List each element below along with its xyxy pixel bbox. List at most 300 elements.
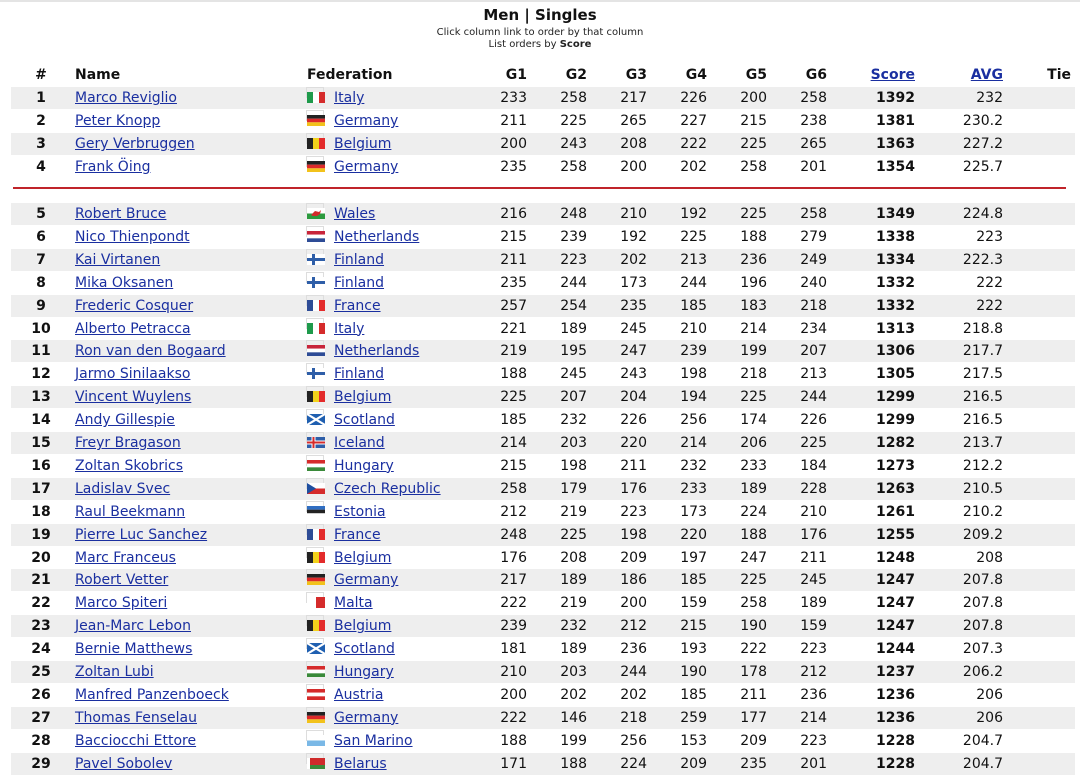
game-4-score: 222	[680, 136, 707, 152]
average-cell: 218.8	[962, 320, 1003, 337]
game-2-score: 195	[560, 343, 587, 360]
game-1-score: 188	[500, 732, 527, 749]
game-4-score: 185	[680, 297, 707, 314]
game-6-score: 228	[800, 480, 827, 497]
game-1-score: 235	[500, 159, 527, 175]
header-avg-sort-link[interactable]: AVG	[970, 67, 1003, 83]
average-cell: 204.7	[962, 732, 1003, 749]
header-g2: G2	[565, 67, 587, 83]
federation-cell	[306, 730, 413, 752]
game-3-score: 202	[620, 686, 647, 703]
table-row	[11, 432, 1075, 454]
game-3-score: 202	[620, 251, 647, 268]
average-cell: 206.2	[962, 664, 1003, 680]
table-row	[11, 133, 1075, 155]
game-2-score: 225	[560, 113, 587, 129]
rank-cell: 2	[36, 113, 46, 129]
total-score-cell: 1236	[876, 686, 915, 703]
player-name-link[interactable]: Marco Reviglio	[75, 90, 177, 106]
table-row	[11, 684, 1075, 706]
player-name-link[interactable]: Mika Oksanen	[75, 274, 174, 291]
game-1-score: 222	[500, 709, 527, 726]
rank-cell: 20	[31, 549, 51, 566]
average-cell: 216.5	[962, 389, 1003, 406]
game-2-score: 258	[560, 159, 587, 175]
table-row	[11, 592, 1075, 614]
rank-cell: 6	[36, 228, 46, 245]
game-4-score: 190	[680, 664, 707, 680]
game-5-score: 225	[740, 136, 767, 152]
game-2-score: 258	[560, 90, 587, 106]
tie-cell	[1031, 501, 1071, 523]
federation-link[interactable]: Netherlands	[334, 343, 420, 360]
game-1-score: 210	[500, 664, 527, 680]
game-4-score: 225	[680, 228, 707, 245]
game-6-score: 189	[800, 595, 827, 612]
average-cell: 222.3	[962, 251, 1003, 268]
federation-cell	[306, 110, 398, 132]
game-3-score: 176	[620, 480, 647, 497]
game-4-score: 214	[680, 435, 707, 451]
header-g3: G3	[625, 67, 647, 83]
tie-cell	[1031, 730, 1071, 752]
total-score-cell: 1313	[876, 320, 915, 337]
tie-cell	[1031, 547, 1071, 569]
table-row	[11, 340, 1075, 362]
game-4-score: 215	[680, 618, 707, 635]
game-4-score: 185	[680, 686, 707, 703]
player-name-link[interactable]: Zoltan Skobrics	[75, 457, 184, 474]
game-6-score: 176	[800, 526, 827, 543]
game-4-score: 259	[680, 709, 707, 726]
federation-link[interactable]: France	[334, 297, 381, 314]
game-4-score: 227	[680, 113, 707, 129]
game-1-score: 233	[500, 90, 527, 106]
country-flag-icon	[306, 249, 324, 260]
game-2-score: 198	[560, 457, 587, 474]
player-name-link[interactable]: Nico Thienpondt	[75, 228, 190, 245]
country-flag-icon	[306, 226, 324, 237]
federation-link[interactable]: Finland	[334, 366, 385, 383]
game-6-score: 201	[800, 755, 827, 772]
federation-link[interactable]: Hungary	[334, 664, 394, 680]
total-score-cell: 1305	[876, 366, 915, 383]
player-name-link[interactable]: Bacciocchi Ettore	[75, 732, 197, 749]
federation-cell	[306, 661, 394, 683]
rank-cell: 4	[36, 159, 46, 175]
country-flag-icon	[306, 524, 324, 535]
rank-cell: 1	[36, 90, 46, 106]
header-g1: G1	[505, 67, 527, 83]
federation-link[interactable]: Germany	[334, 709, 399, 726]
table-row	[11, 156, 1075, 178]
game-5-score: 177	[740, 709, 767, 726]
average-cell: 207.8	[962, 572, 1003, 589]
game-3-score: 200	[620, 595, 647, 612]
game-3-score: 198	[620, 526, 647, 543]
game-1-score: 200	[500, 136, 527, 152]
player-name-link[interactable]: Gery Verbruggen	[75, 136, 195, 152]
federation-cell	[306, 340, 419, 362]
header-name: Name	[75, 67, 121, 83]
rank-cell: 27	[31, 709, 51, 726]
game-3-score: 245	[620, 320, 647, 337]
game-5-score: 222	[740, 641, 767, 658]
game-3-score: 192	[620, 228, 647, 245]
table-row	[11, 638, 1075, 660]
total-score-cell: 1392	[876, 90, 915, 106]
federation-link[interactable]: Belgium	[334, 618, 392, 635]
table-row	[11, 753, 1075, 775]
country-flag-icon	[306, 432, 324, 443]
game-4-score: 197	[680, 549, 707, 566]
federation-link[interactable]: Italy	[334, 320, 365, 337]
average-cell: 217.5	[962, 366, 1003, 383]
federation-link[interactable]: Scotland	[334, 412, 395, 429]
rank-cell: 18	[31, 503, 51, 520]
player-name-link[interactable]: Manfred Panzenboeck	[75, 686, 229, 703]
federation-link[interactable]: Malta	[334, 595, 373, 612]
game-5-score: 196	[740, 274, 767, 291]
tie-cell	[1031, 156, 1071, 178]
tie-cell	[1031, 295, 1071, 317]
tie-cell	[1031, 110, 1071, 132]
game-4-score: 213	[680, 251, 707, 268]
tie-cell	[1031, 340, 1071, 362]
federation-link[interactable]: Finland	[334, 251, 385, 268]
game-5-score: 174	[740, 412, 767, 429]
game-4-score: 173	[680, 503, 707, 520]
player-name-link[interactable]: Zoltan Lubi	[75, 664, 154, 680]
federation-link[interactable]: Wales	[334, 206, 376, 222]
game-6-score: 238	[800, 113, 827, 129]
country-flag-icon	[306, 501, 324, 512]
game-3-score: 204	[620, 389, 647, 406]
rank-cell: 15	[31, 435, 51, 451]
game-5-score: 200	[740, 90, 767, 106]
average-cell: 212.2	[962, 457, 1003, 474]
game-2-score: 203	[560, 664, 587, 680]
game-1-score: 212	[500, 503, 527, 520]
game-3-score: 208	[620, 136, 647, 152]
rank-cell: 9	[36, 297, 46, 314]
rank-cell: 28	[31, 732, 51, 749]
game-4-score: 210	[680, 320, 707, 337]
game-5-score: 183	[740, 297, 767, 314]
total-score-cell: 1381	[876, 113, 915, 129]
game-5-score: 188	[740, 228, 767, 245]
federation-cell	[306, 295, 381, 317]
tie-cell	[1031, 432, 1071, 454]
game-3-score: 200	[620, 159, 647, 175]
game-3-score: 236	[620, 641, 647, 658]
game-1-score: 181	[500, 641, 527, 658]
game-4-score: 159	[680, 595, 707, 612]
federation-cell	[306, 753, 387, 775]
game-6-score: 211	[800, 549, 827, 566]
player-name-link[interactable]: Jarmo Sinilaakso	[75, 366, 191, 383]
player-name-link[interactable]: Pierre Luc Sanchez	[75, 526, 208, 543]
table-row	[11, 272, 1075, 294]
country-flag-icon	[306, 547, 324, 558]
country-flag-icon	[306, 133, 324, 144]
total-score-cell: 1248	[876, 549, 915, 566]
table-header	[11, 65, 1075, 85]
game-6-score: 223	[800, 732, 827, 749]
game-4-score: 209	[680, 755, 707, 772]
average-cell: 210.5	[962, 480, 1003, 497]
rank-cell: 7	[36, 251, 46, 268]
country-flag-icon	[306, 707, 324, 718]
game-4-score: 226	[680, 90, 707, 106]
game-6-score: 226	[800, 412, 827, 429]
country-flag-icon	[306, 569, 324, 580]
game-1-score: 211	[500, 251, 527, 268]
rank-cell: 10	[31, 320, 51, 337]
game-1-score: 185	[500, 412, 527, 429]
player-name-link[interactable]: Marc Franceus	[75, 549, 176, 566]
federation-link[interactable]: Czech Republic	[334, 480, 441, 497]
tie-cell	[1031, 226, 1071, 248]
player-name-link[interactable]: Kai Virtanen	[75, 251, 161, 268]
total-score-cell: 1349	[876, 206, 915, 222]
game-3-score: 244	[620, 664, 647, 680]
player-name-link[interactable]: Bernie Matthews	[75, 641, 193, 658]
country-flag-icon	[306, 110, 324, 121]
country-flag-icon	[306, 272, 324, 283]
header-g5: G5	[745, 67, 767, 83]
federation-link[interactable]: Belarus	[334, 755, 387, 772]
rank-cell: 12	[31, 366, 51, 383]
game-1-score: 217	[500, 572, 527, 589]
game-1-score: 188	[500, 366, 527, 383]
table-row	[11, 524, 1075, 546]
average-cell: 217.7	[962, 343, 1003, 360]
game-4-score: 153	[680, 732, 707, 749]
game-1-score: 219	[500, 343, 527, 360]
average-cell: 216.5	[962, 412, 1003, 429]
country-flag-icon	[306, 386, 324, 397]
game-2-score: 245	[560, 366, 587, 383]
player-name-link[interactable]: Peter Knopp	[75, 113, 161, 129]
game-2-score: 239	[560, 228, 587, 245]
federation-cell	[306, 547, 391, 569]
federation-link[interactable]: France	[334, 526, 381, 543]
tie-cell	[1031, 409, 1071, 431]
table-row	[11, 226, 1075, 248]
game-5-score: 218	[740, 366, 767, 383]
federation-cell	[306, 226, 419, 248]
country-flag-icon	[306, 478, 324, 489]
average-cell: 222	[976, 274, 1003, 291]
game-2-score: 189	[560, 572, 587, 589]
federation-cell	[306, 409, 395, 431]
game-2-score: 199	[560, 732, 587, 749]
country-flag-icon	[306, 363, 324, 374]
total-score-cell: 1236	[876, 709, 915, 726]
game-6-score: 245	[800, 572, 827, 589]
game-3-score: 218	[620, 709, 647, 726]
tie-cell	[1031, 455, 1071, 477]
average-cell: 210.2	[962, 503, 1003, 520]
player-name-link[interactable]: Freyr Bragason	[75, 435, 181, 451]
game-6-score: 258	[800, 90, 827, 106]
rank-cell: 24	[31, 641, 51, 658]
total-score-cell: 1332	[876, 274, 915, 291]
game-2-score: 232	[560, 618, 587, 635]
rank-cell: 22	[31, 595, 51, 612]
federation-cell	[306, 707, 398, 729]
player-name-link[interactable]: Jean-Marc Lebon	[75, 618, 191, 635]
game-1-score: 235	[500, 274, 527, 291]
game-2-score: 179	[560, 480, 587, 497]
game-6-score: 159	[800, 618, 827, 635]
game-6-score: 207	[800, 343, 827, 360]
tie-cell	[1031, 272, 1071, 294]
game-3-score: 247	[620, 343, 647, 360]
player-name-link[interactable]: Vincent Wuylens	[75, 389, 192, 406]
country-flag-icon	[306, 753, 324, 764]
federation-cell	[306, 363, 384, 385]
country-flag-icon	[306, 638, 324, 649]
game-2-score: 244	[560, 274, 587, 291]
game-1-score: 176	[500, 549, 527, 566]
rank-cell: 16	[31, 457, 51, 474]
tie-cell	[1031, 707, 1071, 729]
game-1-score: 257	[500, 297, 527, 314]
header-tie: Tie	[1047, 67, 1071, 83]
federation-link[interactable]: Iceland	[334, 435, 385, 451]
tie-cell	[1031, 615, 1071, 637]
game-2-score: 189	[560, 641, 587, 658]
federation-link[interactable]: Germany	[334, 159, 399, 175]
federation-cell	[306, 638, 395, 660]
federation-link[interactable]: Germany	[334, 572, 399, 589]
game-1-score: 216	[500, 206, 527, 222]
table-row	[11, 615, 1075, 637]
total-score-cell: 1338	[876, 228, 915, 245]
federation-link[interactable]: Italy	[334, 90, 365, 106]
game-3-score: 224	[620, 755, 647, 772]
game-6-score: 213	[800, 366, 827, 383]
federation-link[interactable]: Germany	[334, 113, 399, 129]
game-3-score: 265	[620, 113, 647, 129]
game-1-score: 215	[500, 457, 527, 474]
table-row	[11, 295, 1075, 317]
game-2-score: 225	[560, 526, 587, 543]
player-name-link[interactable]: Raul Beekmann	[75, 503, 186, 520]
federation-cell	[306, 133, 391, 155]
total-score-cell: 1247	[876, 595, 915, 612]
federation-link[interactable]: Estonia	[334, 503, 386, 520]
federation-link[interactable]: Austria	[334, 686, 384, 703]
federation-link[interactable]: Netherlands	[334, 228, 420, 245]
player-name-link[interactable]: Robert Bruce	[75, 206, 167, 222]
average-cell: 207.8	[962, 595, 1003, 612]
game-6-score: 244	[800, 389, 827, 406]
player-name-link[interactable]: Pavel Sobolev	[75, 755, 173, 772]
player-name-link[interactable]: Alberto Petracca	[75, 320, 191, 337]
game-4-score: 220	[680, 526, 707, 543]
game-5-score: 236	[740, 251, 767, 268]
tie-cell	[1031, 569, 1071, 591]
player-name-link[interactable]: Frederic Cosquer	[75, 297, 194, 314]
player-name-link[interactable]: Ron van den Bogaard	[75, 343, 226, 360]
game-5-score: 233	[740, 457, 767, 474]
player-name-link[interactable]: Thomas Fenselau	[75, 709, 197, 726]
game-5-score: 199	[740, 343, 767, 360]
rank-cell: 19	[31, 526, 51, 543]
game-1-score: 248	[500, 526, 527, 543]
game-2-score: 248	[560, 206, 587, 222]
table-row	[11, 318, 1075, 340]
game-6-score: 223	[800, 641, 827, 658]
player-name-link[interactable]: Robert Vetter	[75, 572, 169, 589]
game-5-score: 258	[740, 595, 767, 612]
rank-cell: 17	[31, 480, 51, 497]
rank-cell: 29	[31, 755, 51, 772]
federation-link[interactable]: Belgium	[334, 136, 392, 152]
player-name-link[interactable]: Ladislav Svec	[75, 480, 171, 497]
game-1-score: 200	[500, 686, 527, 703]
federation-cell	[306, 386, 391, 408]
average-cell: 222	[976, 297, 1003, 314]
average-cell: 213.7	[962, 435, 1003, 451]
average-cell: 207.8	[962, 618, 1003, 635]
total-score-cell: 1244	[876, 641, 915, 658]
game-6-score: 236	[800, 686, 827, 703]
top-border	[0, 0, 1080, 2]
federation-cell	[306, 203, 375, 225]
table-row	[11, 87, 1075, 109]
game-6-score: 258	[800, 206, 827, 222]
game-3-score: 220	[620, 435, 647, 451]
header-score-sort-link[interactable]: Score	[870, 67, 915, 83]
player-name-link[interactable]: Frank Öing	[75, 159, 151, 175]
average-cell: 209.2	[962, 526, 1003, 543]
game-4-score: 192	[680, 206, 707, 222]
table-row	[11, 661, 1075, 683]
total-score-cell: 1282	[876, 435, 915, 451]
federation-link[interactable]: Finland	[334, 274, 385, 291]
federation-cell	[306, 272, 384, 294]
federation-link[interactable]: Hungary	[334, 457, 394, 474]
sort-hint: Click column link to order by that column	[436, 27, 644, 38]
federation-link[interactable]: Belgium	[334, 549, 392, 566]
country-flag-icon	[306, 87, 324, 98]
rank-cell: 21	[31, 572, 51, 589]
game-4-score: 202	[680, 159, 707, 175]
header-rank: #	[35, 67, 47, 83]
total-score-cell: 1299	[876, 412, 915, 429]
game-2-score: 202	[560, 686, 587, 703]
table-row	[11, 409, 1075, 431]
federation-link[interactable]: Belgium	[334, 389, 392, 406]
country-flag-icon	[306, 295, 324, 306]
federation-link[interactable]: Scotland	[334, 641, 395, 658]
federation-link[interactable]: San Marino	[334, 732, 413, 749]
player-name-link[interactable]: Andy Gillespie	[75, 412, 175, 429]
table-row	[11, 501, 1075, 523]
player-name-link[interactable]: Marco Spiteri	[75, 595, 168, 612]
tie-cell	[1031, 386, 1071, 408]
tie-cell	[1031, 592, 1071, 614]
rank-cell: 23	[31, 618, 51, 635]
country-flag-icon	[306, 615, 324, 626]
total-score-cell: 1255	[876, 526, 915, 543]
tie-cell	[1031, 524, 1071, 546]
country-flag-icon	[306, 730, 324, 741]
